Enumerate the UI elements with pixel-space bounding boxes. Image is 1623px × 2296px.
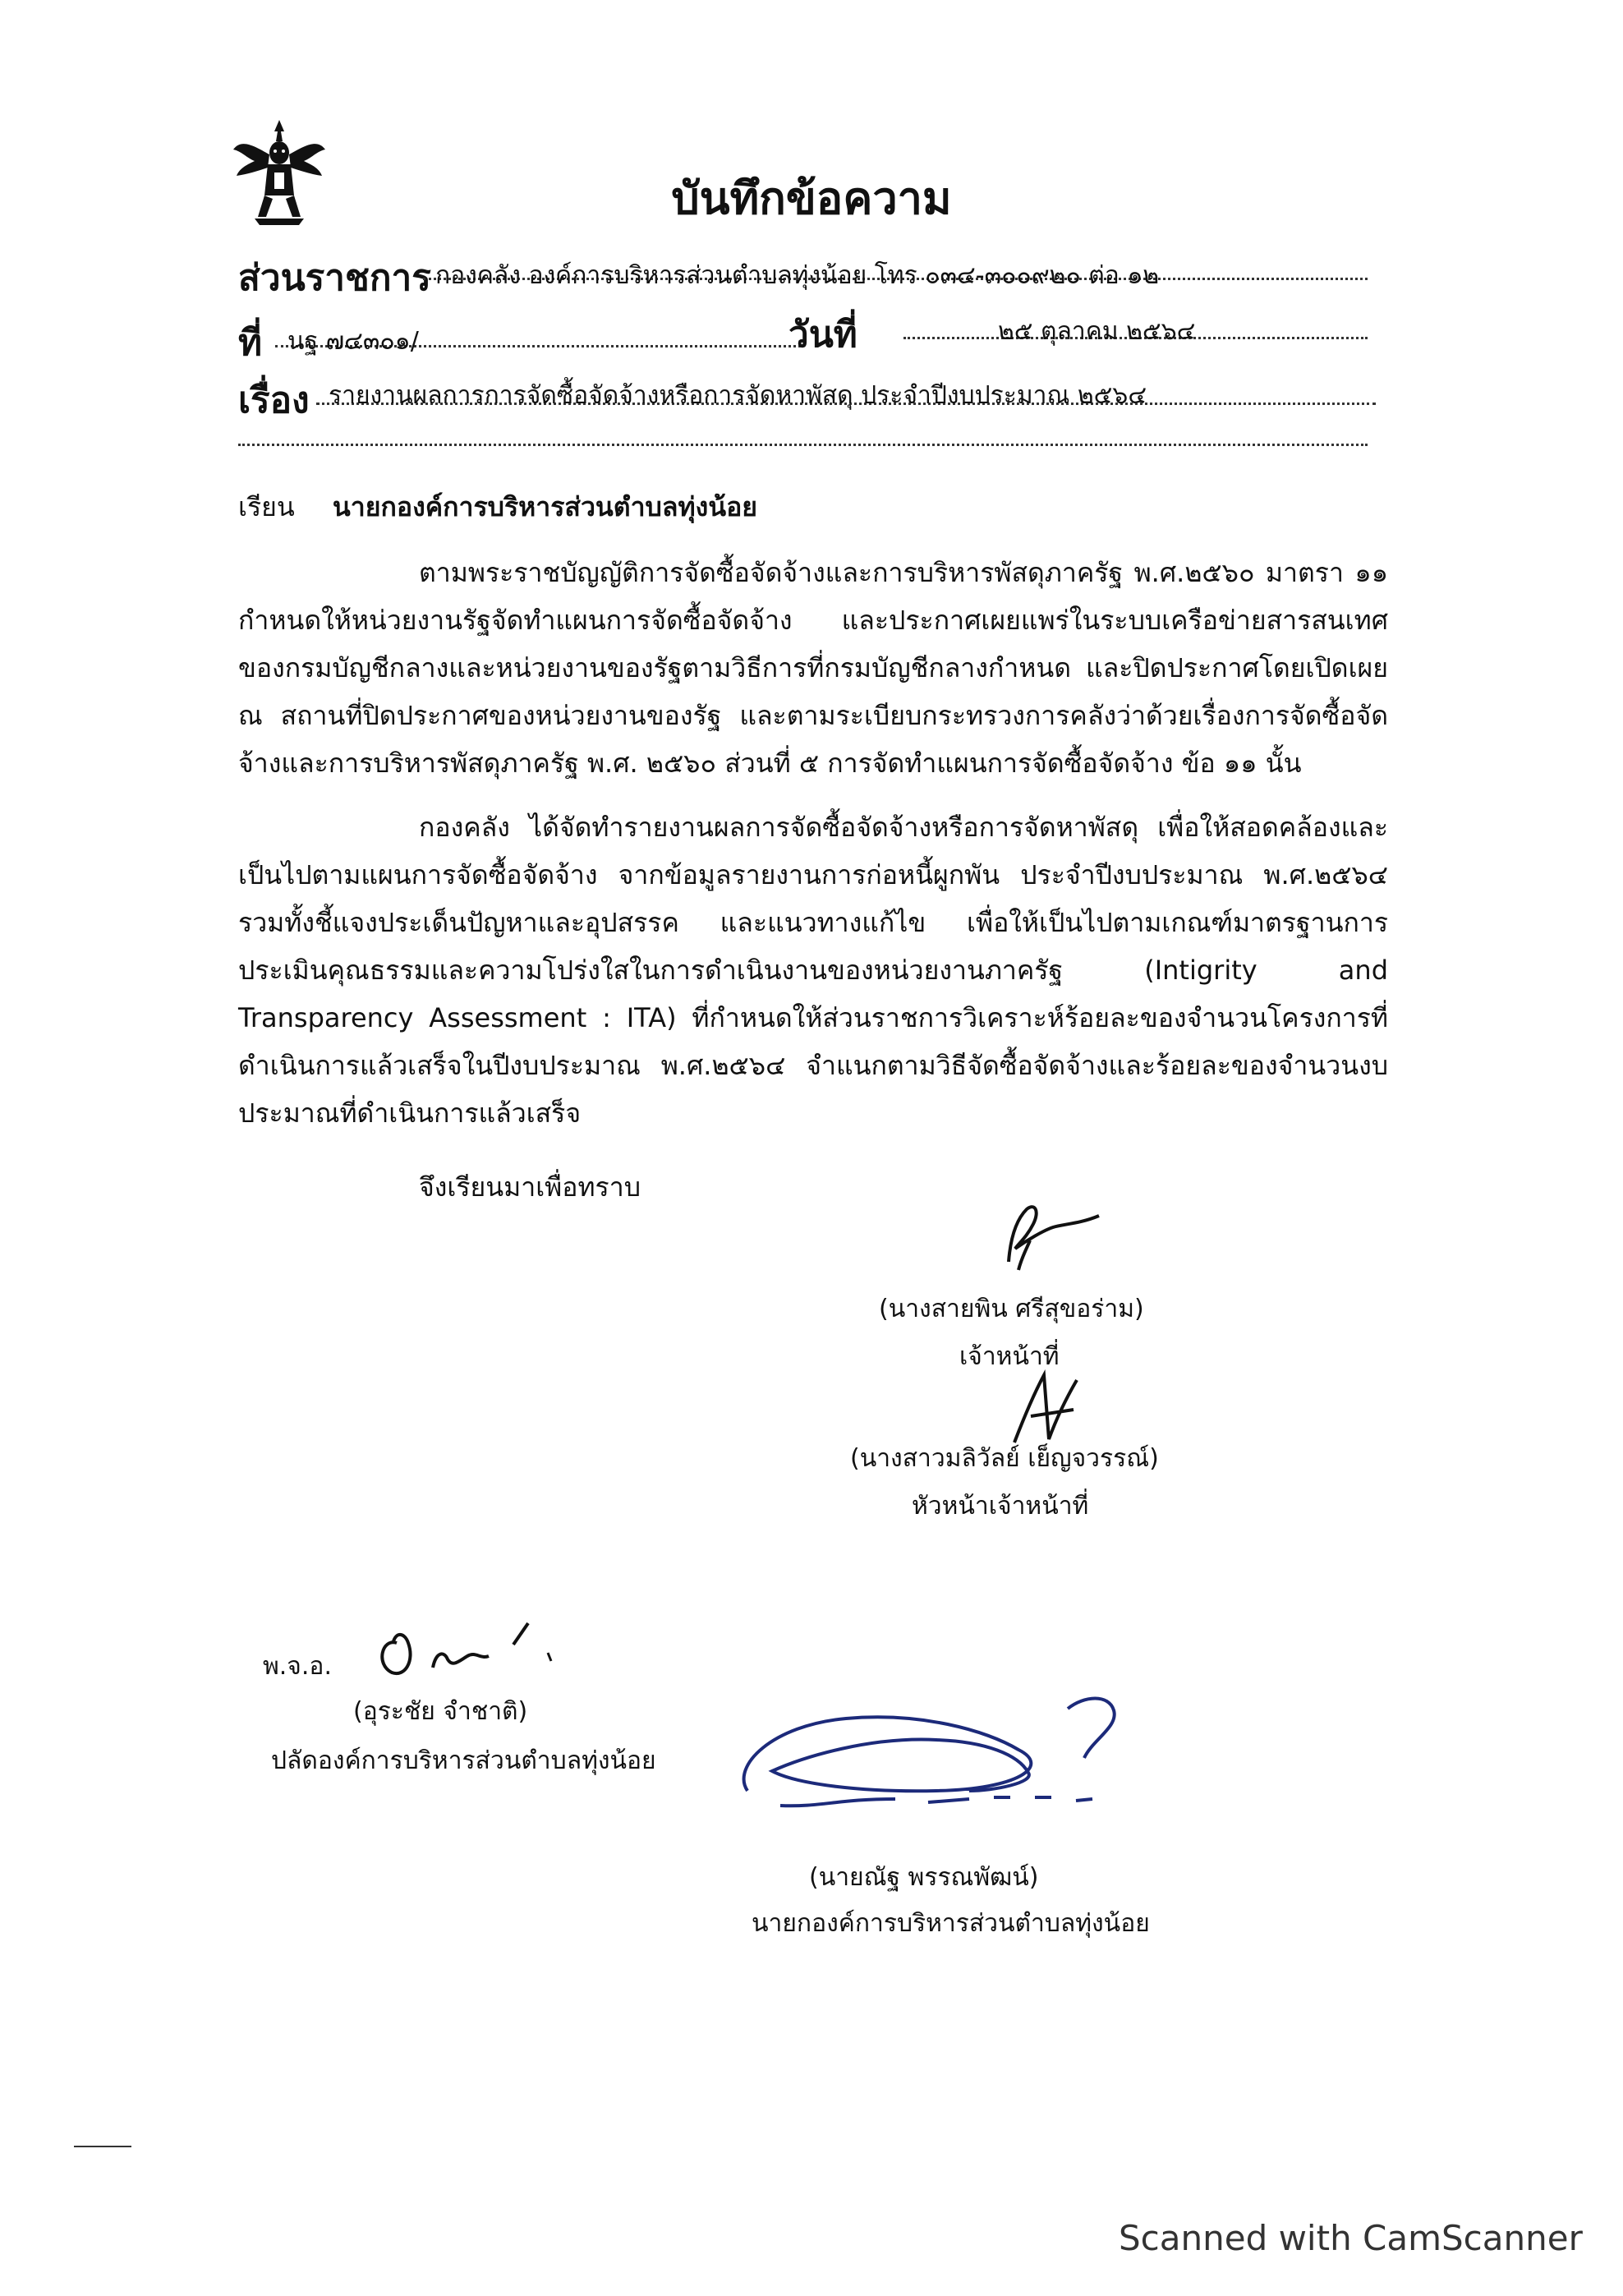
- subject-value: รายงานผลการการจัดซื้อจัดจ้างหรือการจัดหาพัสดุ ประจำปีงบประมาณ ๒๕๖๔: [329, 381, 1147, 410]
- date-value: ๒๕ ตุลาคม ๒๕๖๔: [998, 317, 1196, 346]
- chief-title: นายกองค์การบริหารส่วนตำบลทุ่งน้อย: [752, 1909, 1150, 1938]
- scan-crop-mark: [74, 2146, 131, 2147]
- camscanner-watermark: Scanned with CamScanner: [1119, 2218, 1583, 2258]
- addressee-name: นายกองค์การบริหารส่วนตำบลทุ่งน้อย: [332, 491, 758, 522]
- body-paragraph-1: ตามพระราชบัญญัติการจัดซื้อจัดจ้างและการบริหารพัสดุภาครัฐ พ.ศ.๒๕๖๐ มาตรา ๑๑ กำหนดให้หน่วยงานรัฐจัดทำแผนการจัดซื้อจัดจ้าง และประกาศเผยแพร่ในระบบเครือข่ายสารสนเทศของกรมบัญชีกลางและหน่วยงานของรัฐตามวิธีการที่กรมบัญชีกลางกำหนด และปิดประกาศโดยเปิดเผย ณ สถานที่ปิดประกาศของหน่วยงานของรัฐ และตามระเบียบกระทรวงการคลังว่าด้วยเรื่องการจัดซื้อจัดจ้างและการบริหารพัสดุภาครัฐ พ.ศ. ๒๕๖๐ ส่วนที่ ๕ การจัดทำแผนการจัดซื้อจัดจ้าง ข้อ ๑๑ นั้น: [238, 557, 1388, 779]
- head-officer-name: (นางสาวมลิวัลย์ เย็ญจวรรณ์): [850, 1444, 1159, 1473]
- memo-body: [238, 549, 1388, 1137]
- ref-value: นฐ ๗๔๓๐๑/: [287, 327, 419, 356]
- agency-value: กองคลัง องค์การบริหารส่วนตำบลทุ่งน้อย โทร ๐๓๔-๓๐๐๙๒๐ ต่อ ๑๒: [435, 261, 1160, 290]
- addressee-label: เรียน: [238, 491, 295, 522]
- addressee-line: [238, 486, 757, 528]
- memo-title: บันทึกข้อความ: [671, 173, 952, 224]
- subject-label: เรื่อง: [238, 380, 310, 421]
- date-label: วันที่: [789, 314, 857, 356]
- deputy-signature: [366, 1610, 563, 1684]
- ack-label: พ.จ.อ.: [263, 1652, 332, 1681]
- deputy-title: ปลัดองค์การบริหารส่วนตำบลทุ่งน้อย: [271, 1746, 656, 1775]
- head-officer-title: หัวหน้าเจ้าหน้าที่: [912, 1492, 1089, 1521]
- deputy-name: (อุระชัย จำชาติ): [353, 1697, 528, 1726]
- agency-label: ส่วนราชการ: [238, 257, 431, 299]
- ref-label: ที่: [238, 322, 263, 364]
- officer-title: เจ้าหน้าที่: [959, 1342, 1060, 1371]
- chief-name: (นายณัฐ พรรณพัฒน์): [809, 1863, 1039, 1892]
- body-paragraph-2: กองคลัง ได้จัดทำรายงานผลการจัดซื้อจัดจ้างหรือการจัดหาพัสดุ เพื่อให้สอดคล้องและเป็นไปตามแผนการจัดซื้อจัดจ้าง จากข้อมูลรายงานการก่อหนี้ผูกพัน ประจำปีงบประมาณ พ.ศ.๒๕๖๔ รวมทั้งชี้แจงประเด็นปัญหาและอุปสรรค และแนวทางแก้ไข เพื่อให้เป็นไปตามเกณฑ์มาตรฐานการประเมินคุณธรรมและความโปร่งใสในการดำเนินงานของหน่วยงานภาครัฐ (Intigrity and Transparency Assessment : ITA) ที่กำหนดให้ส่วนราชการวิเคราะห์ร้อยละของจำนวนโครงการที่ดำเนินการแล้วเสร็จในปีงบประมาณ พ.ศ.๒๕๖๔ จำแนกตามวิธีจัดซื้อจัดจ้างและร้อยละของจำนวนงบประมาณที่ดำเนินการแล้วเสร็จ: [238, 812, 1388, 1129]
- separator-dotted-line: [238, 444, 1368, 446]
- officer-name: (นางสายพิน ศรีสุขอร่าม): [879, 1295, 1144, 1323]
- closing-line: จึงเรียนมาเพื่อทราบ: [419, 1171, 641, 1203]
- chief-signature: [723, 1676, 1166, 1824]
- officer-signature: [994, 1191, 1109, 1281]
